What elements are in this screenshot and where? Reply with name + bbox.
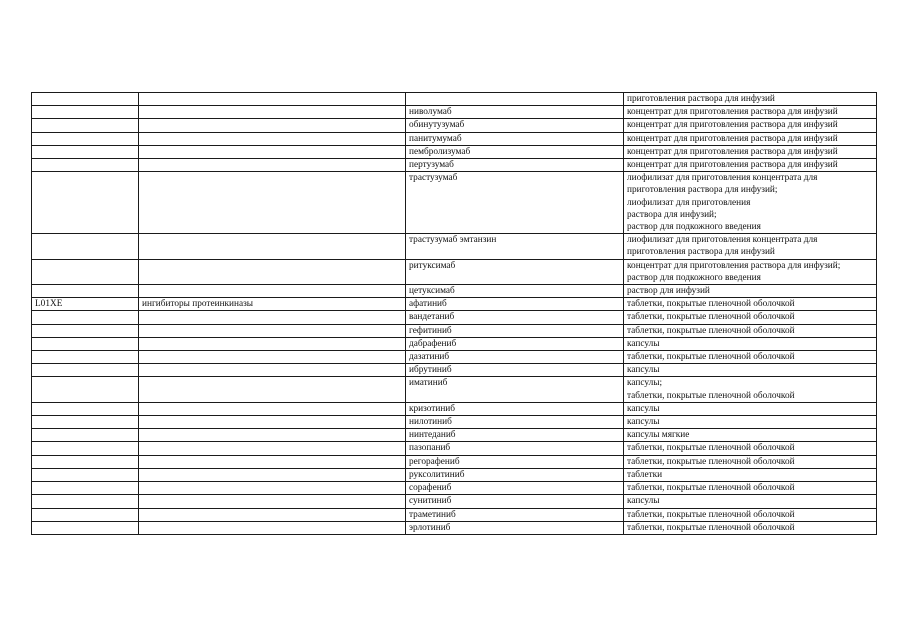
table-row bbox=[32, 106, 877, 119]
pharmacological-group-cell: ингибиторы протеинкиназы bbox=[139, 298, 406, 311]
atc-code-cell bbox=[32, 377, 139, 402]
drug-name-cell: обинутузумаб bbox=[406, 119, 624, 132]
pharmacological-group-cell bbox=[139, 145, 406, 158]
table-row bbox=[32, 285, 877, 298]
dosage-form-cell: капсулы bbox=[624, 416, 877, 429]
drug-name-cell: афатиниб bbox=[406, 298, 624, 311]
dosage-form-cell: капсулы bbox=[624, 495, 877, 508]
pharmacological-group-cell bbox=[139, 337, 406, 350]
drug-name-cell: пертузумаб bbox=[406, 159, 624, 172]
table-row bbox=[32, 377, 877, 402]
pharmacological-group-cell bbox=[139, 311, 406, 324]
atc-code-cell: L01XE bbox=[32, 298, 139, 311]
atc-code-cell bbox=[32, 119, 139, 132]
pharmacological-group-cell bbox=[139, 259, 406, 284]
drug-name-cell: пазопаниб bbox=[406, 442, 624, 455]
dosage-form-cell: таблетки, покрытые пленочной оболочкой bbox=[624, 298, 877, 311]
table-row bbox=[32, 482, 877, 495]
drug-name-cell: траметиниб bbox=[406, 508, 624, 521]
table-row bbox=[32, 172, 877, 234]
drug-name-cell: ибрутиниб bbox=[406, 364, 624, 377]
dosage-form-cell: капсулы bbox=[624, 402, 877, 415]
dosage-form-cell: капсулы; таблетки, покрытые пленочной оболочкой bbox=[624, 377, 877, 402]
dosage-form-cell: лиофилизат для приготовления концентрата для приготовления раствора для инфузий bbox=[624, 234, 877, 259]
drug-name-cell: сорафениб bbox=[406, 482, 624, 495]
pharmacological-group-cell bbox=[139, 285, 406, 298]
atc-code-cell bbox=[32, 132, 139, 145]
pharmacological-group-cell bbox=[139, 416, 406, 429]
table-row bbox=[32, 468, 877, 481]
table-row bbox=[32, 495, 877, 508]
table-row bbox=[32, 351, 877, 364]
dosage-form-cell: капсулы мягкие bbox=[624, 429, 877, 442]
atc-code-cell bbox=[32, 508, 139, 521]
pharmacological-group-cell bbox=[139, 119, 406, 132]
atc-code-cell bbox=[32, 324, 139, 337]
dosage-form-cell: концентрат для приготовления раствора для инфузий bbox=[624, 119, 877, 132]
dosage-form-cell: таблетки, покрытые пленочной оболочкой bbox=[624, 482, 877, 495]
atc-code-cell bbox=[32, 285, 139, 298]
pharmacological-group-cell bbox=[139, 508, 406, 521]
atc-code-cell bbox=[32, 442, 139, 455]
drug-name-cell: кризотиниб bbox=[406, 402, 624, 415]
table-row bbox=[32, 298, 877, 311]
drug-name-cell: руксолитиниб bbox=[406, 468, 624, 481]
dosage-form-cell: капсулы bbox=[624, 364, 877, 377]
atc-code-cell bbox=[32, 311, 139, 324]
drug-name-cell: панитумумаб bbox=[406, 132, 624, 145]
table-row bbox=[32, 145, 877, 158]
pharmacological-group-cell bbox=[139, 172, 406, 234]
table-row bbox=[32, 521, 877, 534]
atc-code-cell bbox=[32, 482, 139, 495]
drug-list-table bbox=[31, 92, 877, 535]
drug-name-cell: вандетаниб bbox=[406, 311, 624, 324]
atc-code-cell bbox=[32, 93, 139, 106]
dosage-form-cell: раствор для инфузий bbox=[624, 285, 877, 298]
dosage-form-cell: лиофилизат для приготовления концентрата для приготовления раствора для инфузий; лиофилизат для приготовления раствора для инфузий; раствор для подкожного введения bbox=[624, 172, 877, 234]
atc-code-cell bbox=[32, 402, 139, 415]
dosage-form-cell: таблетки, покрытые пленочной оболочкой bbox=[624, 521, 877, 534]
table-row bbox=[32, 93, 877, 106]
drug-name-cell: сунитиниб bbox=[406, 495, 624, 508]
pharmacological-group-cell bbox=[139, 351, 406, 364]
dosage-form-cell: концентрат для приготовления раствора для инфузий bbox=[624, 159, 877, 172]
pharmacological-group-cell bbox=[139, 455, 406, 468]
atc-code-cell bbox=[32, 416, 139, 429]
atc-code-cell bbox=[32, 259, 139, 284]
pharmacological-group-cell bbox=[139, 234, 406, 259]
atc-code-cell bbox=[32, 468, 139, 481]
drug-name-cell: пембролизумаб bbox=[406, 145, 624, 158]
table-row bbox=[32, 234, 877, 259]
dosage-form-cell: таблетки, покрытые пленочной оболочкой bbox=[624, 311, 877, 324]
drug-name-cell: нилотиниб bbox=[406, 416, 624, 429]
dosage-form-cell: капсулы bbox=[624, 337, 877, 350]
dosage-form-cell: таблетки, покрытые пленочной оболочкой bbox=[624, 442, 877, 455]
table-row bbox=[32, 311, 877, 324]
drug-name-cell: иматиниб bbox=[406, 377, 624, 402]
pharmacological-group-cell bbox=[139, 106, 406, 119]
pharmacological-group-cell bbox=[139, 521, 406, 534]
pharmacological-group-cell bbox=[139, 93, 406, 106]
table-row bbox=[32, 337, 877, 350]
drug-name-cell: ниволумаб bbox=[406, 106, 624, 119]
dosage-form-cell: концентрат для приготовления раствора для инфузий; раствор для подкожного введения bbox=[624, 259, 877, 284]
dosage-form-cell: таблетки, покрытые пленочной оболочкой bbox=[624, 324, 877, 337]
table-body bbox=[32, 93, 877, 535]
table-row bbox=[32, 455, 877, 468]
drug-name-cell: цетуксимаб bbox=[406, 285, 624, 298]
drug-name-cell: трастузумаб bbox=[406, 172, 624, 234]
pharmacological-group-cell bbox=[139, 132, 406, 145]
table-row bbox=[32, 429, 877, 442]
pharmacological-group-cell bbox=[139, 402, 406, 415]
dosage-form-cell: концентрат для приготовления раствора для инфузий bbox=[624, 106, 877, 119]
drug-name-cell: ритуксимаб bbox=[406, 259, 624, 284]
drug-name-cell bbox=[406, 93, 624, 106]
dosage-form-cell: таблетки, покрытые пленочной оболочкой bbox=[624, 351, 877, 364]
table-row bbox=[32, 159, 877, 172]
drug-name-cell: гефитиниб bbox=[406, 324, 624, 337]
atc-code-cell bbox=[32, 145, 139, 158]
dosage-form-cell: таблетки, покрытые пленочной оболочкой bbox=[624, 455, 877, 468]
drug-name-cell: нинтеданиб bbox=[406, 429, 624, 442]
pharmacological-group-cell bbox=[139, 364, 406, 377]
table-row bbox=[32, 364, 877, 377]
atc-code-cell bbox=[32, 455, 139, 468]
atc-code-cell bbox=[32, 159, 139, 172]
atc-code-cell bbox=[32, 364, 139, 377]
atc-code-cell bbox=[32, 351, 139, 364]
dosage-form-cell: концентрат для приготовления раствора для инфузий bbox=[624, 132, 877, 145]
table-row bbox=[32, 402, 877, 415]
table-row bbox=[32, 416, 877, 429]
pharmacological-group-cell bbox=[139, 482, 406, 495]
pharmacological-group-cell bbox=[139, 159, 406, 172]
atc-code-cell bbox=[32, 429, 139, 442]
drug-name-cell: дазатиниб bbox=[406, 351, 624, 364]
dosage-form-cell: таблетки bbox=[624, 468, 877, 481]
atc-code-cell bbox=[32, 337, 139, 350]
atc-code-cell bbox=[32, 234, 139, 259]
table-row bbox=[32, 324, 877, 337]
table-row bbox=[32, 508, 877, 521]
pharmacological-group-cell bbox=[139, 429, 406, 442]
drug-name-cell: дабрафениб bbox=[406, 337, 624, 350]
atc-code-cell bbox=[32, 172, 139, 234]
table-row bbox=[32, 442, 877, 455]
dosage-form-cell: приготовления раствора для инфузий bbox=[624, 93, 877, 106]
pharmacological-group-cell bbox=[139, 495, 406, 508]
atc-code-cell bbox=[32, 495, 139, 508]
drug-name-cell: трастузумаб эмтанзин bbox=[406, 234, 624, 259]
pharmacological-group-cell bbox=[139, 377, 406, 402]
atc-code-cell bbox=[32, 521, 139, 534]
drug-name-cell: регорафениб bbox=[406, 455, 624, 468]
dosage-form-cell: таблетки, покрытые пленочной оболочкой bbox=[624, 508, 877, 521]
pharmacological-group-cell bbox=[139, 324, 406, 337]
pharmacological-group-cell bbox=[139, 442, 406, 455]
table-row bbox=[32, 259, 877, 284]
table-row bbox=[32, 132, 877, 145]
drug-name-cell: эрлотиниб bbox=[406, 521, 624, 534]
atc-code-cell bbox=[32, 106, 139, 119]
dosage-form-cell: концентрат для приготовления раствора для инфузий bbox=[624, 145, 877, 158]
pharmacological-group-cell bbox=[139, 468, 406, 481]
table-row bbox=[32, 119, 877, 132]
